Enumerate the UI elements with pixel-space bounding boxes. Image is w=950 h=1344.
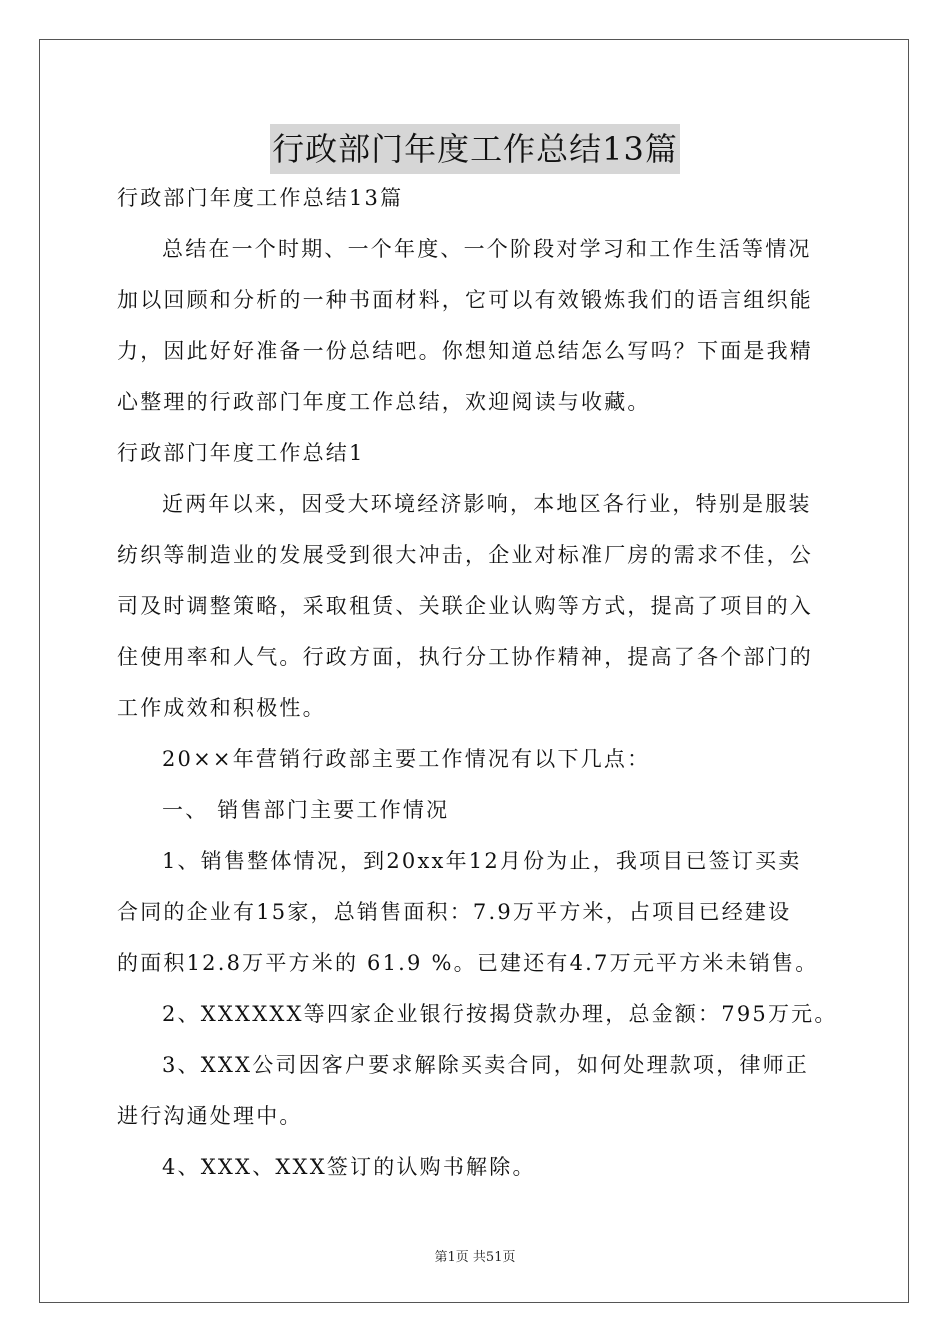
text-line: 总结在一个时期、一个年度、一个阶段对学习和工作生活等情况 — [162, 237, 812, 261]
text-line: 4、XXX、XXX签订的认购书解除。 — [162, 1155, 536, 1179]
document-body — [117, 173, 838, 1193]
text-line: 行政部门年度工作总结1 — [117, 441, 365, 465]
text-line: 合同的企业有15家，总销售面积：7.9万平方米，占项目已经建设 — [117, 900, 792, 924]
text-line: 司及时调整策略，采取租赁、关联企业认购等方式，提高了项目的入 — [117, 594, 813, 618]
text-line: 住使用率和人气。行政方面，执行分工协作精神，提高了各个部门的 — [117, 645, 813, 669]
text-line: 加以回顾和分析的一种书面材料，它可以有效锻炼我们的语言组织能 — [117, 288, 813, 312]
text-line: 纺织等制造业的发展受到很大冲击，企业对标准厂房的需求不佳，公 — [117, 543, 813, 567]
text-line: 的面积12.8万平方米的 61.9 %。已建还有4.7万元平方米未销售。 — [117, 951, 819, 975]
text-line: 近两年以来，因受大环境经济影响，本地区各行业，特别是服装 — [162, 492, 812, 516]
text-line: 20××年营销行政部主要工作情况有以下几点： — [162, 747, 651, 771]
title-container — [0, 124, 950, 174]
page-number: 第1页 共51页 — [434, 1250, 516, 1265]
page-footer — [0, 1246, 950, 1265]
document-title: 行政部门年度工作总结13篇 — [270, 124, 680, 174]
text-line: 一、 销售部门主要工作情况 — [162, 798, 450, 822]
text-line: 心整理的行政部门年度工作总结，欢迎阅读与收藏。 — [117, 390, 651, 414]
text-line: 1、销售整体情况，到20xx年12月份为止，我项目已签订买卖 — [162, 849, 802, 873]
text-line: 3、XXX公司因客户要求解除买卖合同，如何处理款项，律师正 — [162, 1053, 810, 1077]
text-line: 力，因此好好准备一份总结吧。你想知道总结怎么写吗？下面是我精 — [117, 339, 813, 363]
text-line: 2、XXXXXX等四家企业银行按揭贷款办理，总金额：795万元。 — [162, 1002, 838, 1026]
text-line: 行政部门年度工作总结13篇 — [117, 186, 404, 210]
text-line: 工作成效和积极性。 — [117, 696, 326, 720]
text-line: 进行沟通处理中。 — [117, 1104, 303, 1128]
